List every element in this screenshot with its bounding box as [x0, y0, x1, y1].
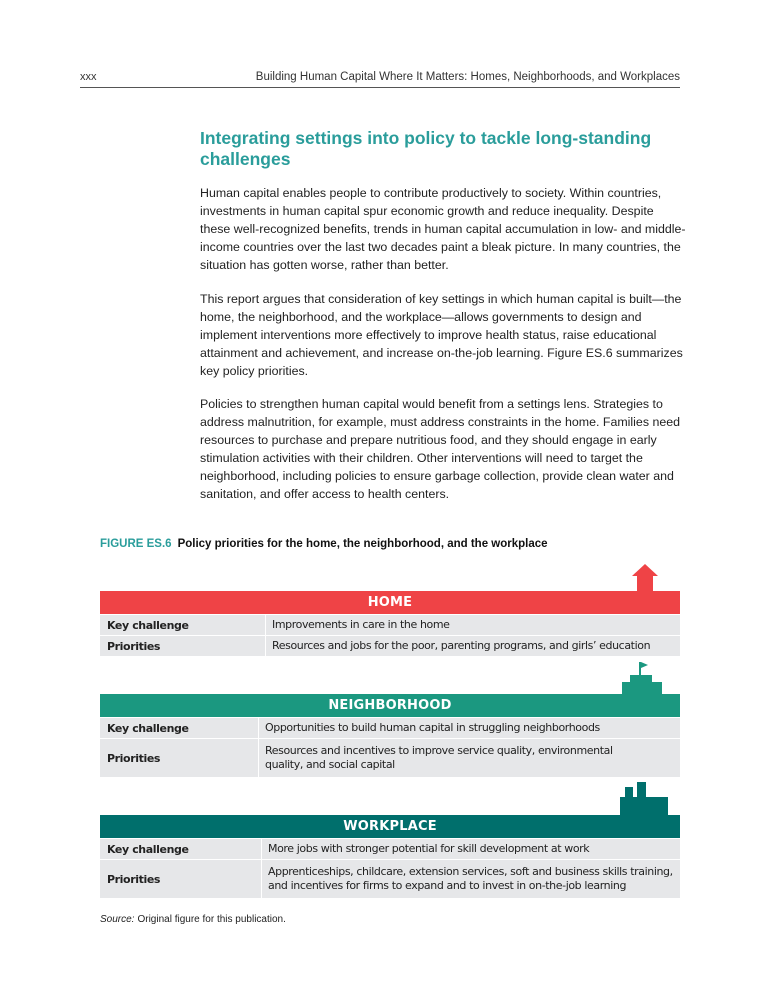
home-bar: HOME	[100, 591, 680, 614]
factory-icon	[620, 781, 668, 816]
row-value: Resources and jobs for the poor, parenting programs, and girls’ education	[272, 639, 651, 652]
row-value: Resources and incentives to improve service quality, environmental quality, and social capital	[265, 744, 613, 771]
row-label: Key challenge	[100, 615, 266, 635]
paragraph-3: Policies to strengthen human capital would benefit from a settings lens. Strategies to address malnutrition, for example, must address constraints in the home. Families need resources to purchase and prepare nutritious food, and they should engage in early stimulation activities with their children. Other interventions will need to target the neighborhood, including policies to ensure garbage collection, provide clean water and sanitation, and offer access to health centers.	[200, 397, 681, 502]
running-title: Building Human Capital Where It Matters: Homes, Neighborhoods, and Workplaces	[255, 71, 680, 83]
table-row	[100, 859, 680, 898]
house-arrow-icon	[631, 564, 659, 592]
table-row	[100, 635, 680, 656]
paragraph-1: Human capital enables people to contribute productively to society. Within countries, investments in human capital spur economic growth and reduce inequality. Despite these well-recognized benefits, trends in human capital accumulation in low- and middle-income countries over the last two decades paint a bleak picture. In many countries, the situation has gotten worse, rather than better.	[200, 186, 686, 273]
row-label: Priorities	[100, 860, 262, 898]
row-label: Key challenge	[100, 718, 259, 738]
town-flag-icon	[622, 660, 662, 695]
table-row	[100, 838, 680, 859]
table-row	[100, 614, 680, 635]
source-label: Source:	[100, 914, 135, 925]
source-text: Original figure for this publication.	[137, 914, 286, 925]
page-number: xxx	[80, 71, 97, 83]
row-value: More jobs with stronger potential for skill development at work	[268, 842, 590, 855]
home-block	[100, 591, 680, 656]
header-rule	[80, 87, 680, 88]
neighborhood-bar: NEIGHBORHOOD	[100, 694, 680, 717]
workplace-block	[100, 815, 680, 898]
row-value: Opportunities to build human capital in struggling neighborhoods	[265, 721, 600, 734]
figure-title: Policy priorities for the home, the neighborhood, and the workplace	[177, 538, 548, 550]
table-row	[100, 717, 680, 738]
table-row	[100, 738, 680, 777]
row-label: Priorities	[100, 739, 259, 777]
row-value: Apprenticeships, childcare, extension services, soft and business skills training, and incentives for firms to expand and to invest in on-the-job learning	[268, 865, 673, 892]
row-label: Priorities	[100, 636, 266, 656]
row-label: Key challenge	[100, 839, 262, 859]
row-value: Improvements in care in the home	[272, 618, 450, 631]
neighborhood-block	[100, 694, 680, 777]
figure-label: FIGURE ES.6	[100, 538, 172, 550]
section-heading: Integrating settings into policy to tackle long-standing challenges	[200, 128, 652, 169]
figure-source	[100, 914, 286, 925]
workplace-bar: WORKPLACE	[100, 815, 680, 838]
paragraph-2: This report argues that consideration of key settings in which human capital is built—the home, the neighborhood, and the workplace—allows governments to design and implement interventions more effectively to improve health status, raise educational attainment and achievement, and increase on-the-job learning. Figure ES.6 summarizes key policy priorities.	[200, 292, 683, 379]
figure-caption	[100, 538, 548, 550]
